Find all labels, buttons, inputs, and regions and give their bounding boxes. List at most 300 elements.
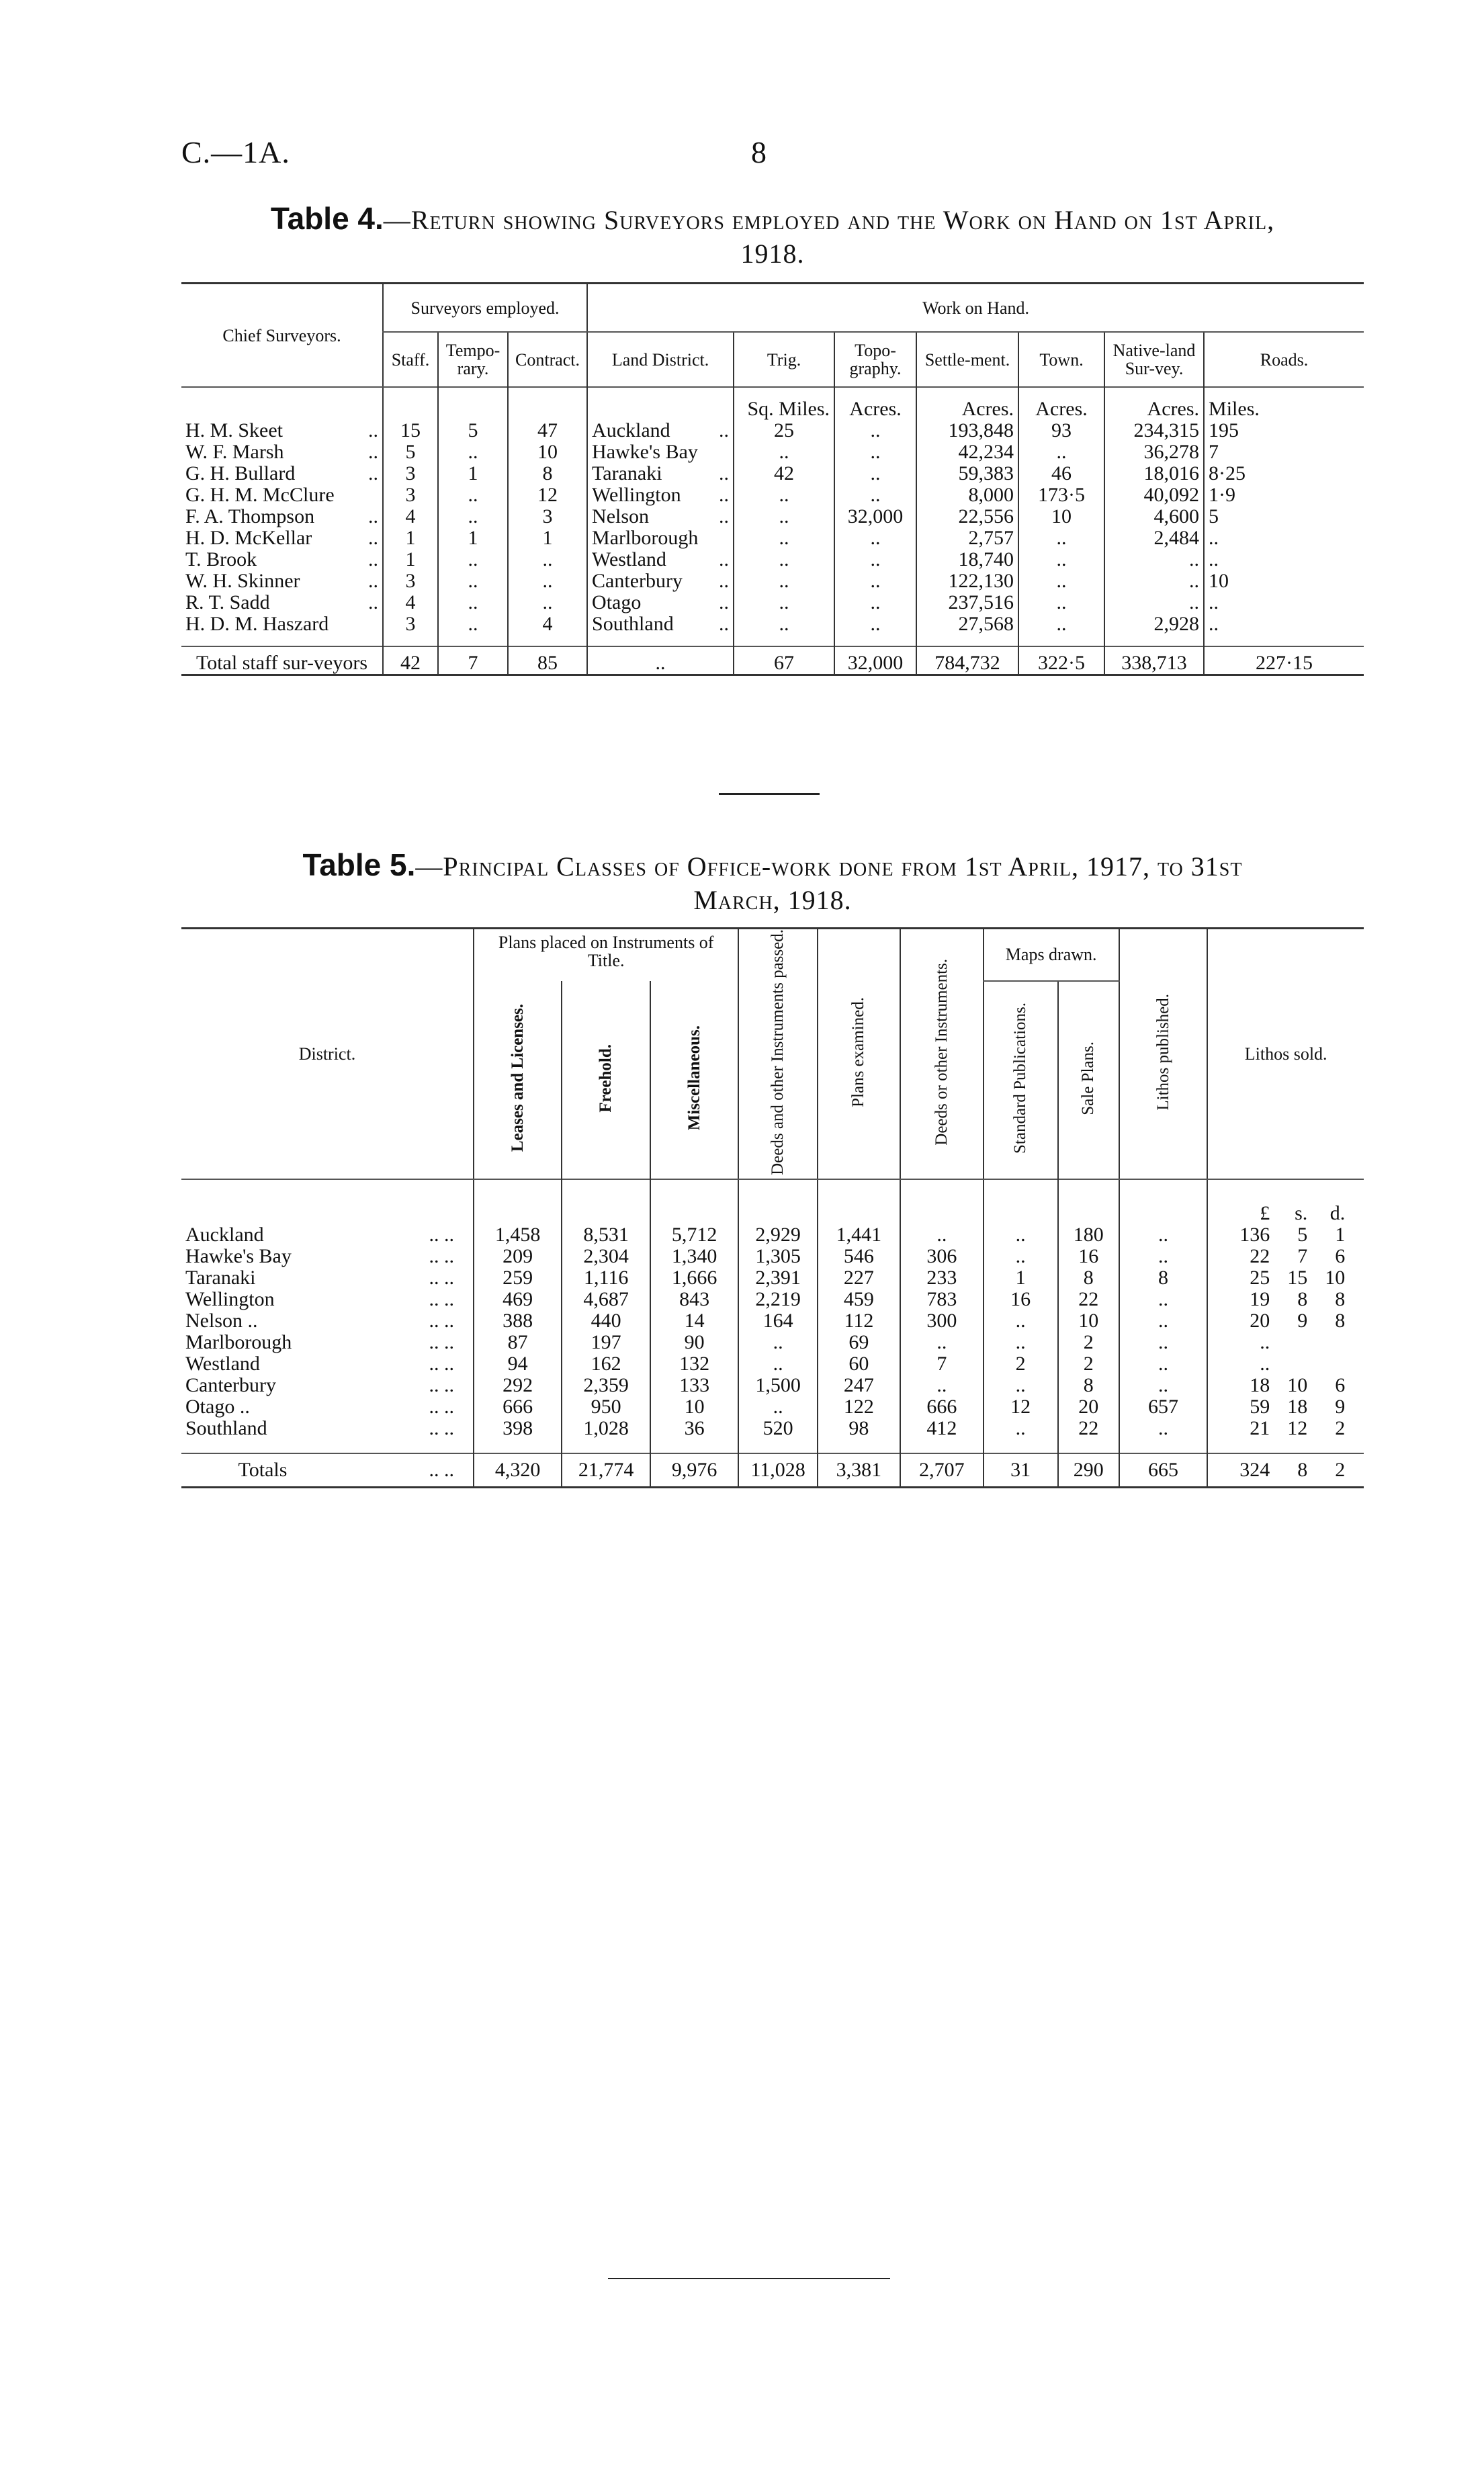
- leader-dots: .. ..: [429, 1396, 454, 1418]
- cell-deeds: ..: [738, 1332, 817, 1353]
- total-freehold: 21,774: [562, 1453, 650, 1488]
- cell-roads: 1·9: [1204, 484, 1364, 506]
- chief-surveyor-name: F. A. Thompson: [185, 506, 315, 527]
- chief-surveyor-name: T. Brook: [185, 549, 257, 570]
- cell-contract: ..: [508, 592, 587, 613]
- cell-plans: 247: [818, 1375, 900, 1396]
- cell-topo: 32,000: [834, 506, 916, 527]
- cell-lithos-pub: ..: [1119, 1418, 1207, 1453]
- chief-surveyor-name: W. F. Marsh: [185, 441, 284, 463]
- leader-dots: ..: [368, 570, 378, 592]
- table5-currency-row: [181, 1179, 1364, 1224]
- land-district-name: Canterbury: [592, 570, 683, 592]
- cell-native: 4,600: [1104, 506, 1204, 527]
- cell-deeds: 2,219: [738, 1289, 817, 1310]
- table4: [181, 282, 1364, 676]
- section-divider: [719, 793, 820, 795]
- leader-dots: ..: [719, 420, 730, 441]
- leader-dots: .. ..: [429, 1374, 454, 1396]
- col-settlement: Settle-ment.: [916, 332, 1018, 387]
- table4-total-row: [181, 646, 1364, 675]
- lithos-sold-pounds: ..: [1260, 1331, 1270, 1353]
- lithos-sold-pounds: 21: [1250, 1417, 1270, 1439]
- cell-contract: 1: [508, 527, 587, 549]
- cell-roads: 8·25: [1204, 463, 1364, 484]
- unit-native: Acres.: [1104, 387, 1204, 420]
- cell-roads: 7: [1204, 441, 1364, 463]
- cell-native: 2,484: [1104, 527, 1204, 549]
- land-district-cell: [587, 463, 734, 484]
- land-district-name: Auckland: [592, 420, 670, 441]
- total-contract: 85: [508, 646, 587, 675]
- lithos-sold-pence: 8: [1335, 1310, 1346, 1332]
- land-district-cell: [587, 484, 734, 506]
- cell-misc: 1,666: [650, 1267, 739, 1289]
- table5-row: [181, 1310, 1364, 1332]
- district-cell: [181, 1332, 474, 1353]
- chief-surveyor-cell: [181, 527, 383, 549]
- col-native-land-survey: Native-land Sur-vey.: [1104, 332, 1204, 387]
- land-district-cell: [587, 441, 734, 463]
- leader-dots: ..: [368, 549, 378, 570]
- total-deeds-passed: 11,028: [738, 1453, 817, 1488]
- col-lithos-published: Lithos published.: [1119, 929, 1207, 1179]
- cell-staff: 1: [383, 527, 438, 549]
- district-name: Taranaki: [185, 1267, 256, 1289]
- land-district-name: Otago: [592, 592, 642, 613]
- cell-leases: 388: [474, 1310, 562, 1332]
- cell-freehold: 2,304: [562, 1246, 650, 1267]
- cell-topo: ..: [834, 441, 916, 463]
- total-roads: 227·15: [1204, 646, 1364, 675]
- district-name: Southland: [185, 1417, 267, 1439]
- cell-roads: ..: [1204, 613, 1364, 646]
- cell-deeds: 1,500: [738, 1375, 817, 1396]
- land-district-cell: [587, 527, 734, 549]
- cell-staff: 15: [383, 420, 438, 441]
- land-district-cell: [587, 549, 734, 570]
- lithos-sold-pounds: 18: [1250, 1374, 1270, 1396]
- cell-town: 10: [1018, 506, 1104, 527]
- table5-total-row: [181, 1453, 1364, 1488]
- lithos-sold-shillings: 15: [1287, 1267, 1308, 1289]
- total-label: Total staff sur-veyors: [195, 652, 367, 674]
- leader-dots: .. ..: [429, 1267, 454, 1289]
- cell-trig: ..: [734, 592, 834, 613]
- cell-deeds: 2,929: [738, 1224, 817, 1246]
- district-cell: [181, 1375, 474, 1396]
- cell-deeds-other: ..: [900, 1332, 983, 1353]
- lithos-sold-cell: [1207, 1375, 1364, 1396]
- cell-staff: 4: [383, 592, 438, 613]
- cell-standard: 16: [984, 1289, 1058, 1310]
- table5-row: [181, 1332, 1364, 1353]
- district-name: Canterbury: [185, 1374, 276, 1396]
- lithos-sold-shillings: 18: [1287, 1396, 1308, 1418]
- cell-roads: ..: [1204, 527, 1364, 549]
- cell-contract: 47: [508, 420, 587, 441]
- cell-roads: 5: [1204, 506, 1364, 527]
- leader-dots: ..: [368, 506, 378, 527]
- land-district-name: Marlborough: [592, 527, 699, 549]
- cell-freehold: 1,116: [562, 1267, 650, 1289]
- lithos-sold-shillings: 9: [1297, 1310, 1308, 1332]
- cell-standard: 1: [984, 1267, 1058, 1289]
- leader-dots: ..: [368, 420, 378, 441]
- cell-freehold: 162: [562, 1353, 650, 1375]
- currency-pence: d.: [1329, 1201, 1346, 1224]
- cell-lithos-pub: ..: [1119, 1353, 1207, 1375]
- cell-lithos-pub: ..: [1119, 1332, 1207, 1353]
- land-district-name: Nelson: [592, 506, 650, 527]
- cell-trig: ..: [734, 549, 834, 570]
- cell-freehold: 4,687: [562, 1289, 650, 1310]
- cell-freehold: 197: [562, 1332, 650, 1353]
- leader-dots: ..: [719, 463, 730, 484]
- cell-native: 36,278: [1104, 441, 1204, 463]
- district-cell: [181, 1353, 474, 1375]
- cell-leases: 292: [474, 1375, 562, 1396]
- unit-trig: Sq. Miles.: [734, 387, 834, 420]
- cell-leases: 209: [474, 1246, 562, 1267]
- cell-deeds-other: 7: [900, 1353, 983, 1375]
- total-pence: 2: [1335, 1458, 1346, 1481]
- table5-row: [181, 1353, 1364, 1375]
- total-town: 322·5: [1018, 646, 1104, 675]
- cell-staff: 3: [383, 463, 438, 484]
- cell-temp: ..: [438, 592, 508, 613]
- total-pounds: 324: [1239, 1458, 1270, 1481]
- cell-temp: ..: [438, 549, 508, 570]
- chief-surveyor-cell: [181, 570, 383, 592]
- cell-deeds: ..: [738, 1396, 817, 1418]
- cell-native: ..: [1104, 570, 1204, 592]
- land-district-cell: [587, 613, 734, 646]
- cell-trig: ..: [734, 441, 834, 463]
- col-roads: Roads.: [1204, 332, 1364, 387]
- cell-trig: ..: [734, 506, 834, 527]
- cell-town: ..: [1018, 441, 1104, 463]
- chief-surveyor-cell: [181, 613, 383, 646]
- lithos-sold-shillings: 8: [1297, 1288, 1308, 1310]
- lithos-sold-pence: 9: [1335, 1396, 1346, 1418]
- leader-dots: .. ..: [429, 1353, 454, 1375]
- chief-surveyor-cell: [181, 506, 383, 527]
- lithos-sold-pounds: 25: [1250, 1267, 1270, 1289]
- col-standard-publications: Standard Publications.: [984, 981, 1058, 1179]
- leader-dots: ..: [719, 570, 730, 592]
- cell-staff: 4: [383, 506, 438, 527]
- cell-sale: 22: [1058, 1289, 1119, 1310]
- cell-deeds-other: 666: [900, 1396, 983, 1418]
- chief-surveyor-name: H. D. McKellar: [185, 527, 312, 549]
- table5-row: [181, 1267, 1364, 1289]
- cell-topo: ..: [834, 463, 916, 484]
- cell-trig: 42: [734, 463, 834, 484]
- cell-sale: 8: [1058, 1267, 1119, 1289]
- cell-misc: 14: [650, 1310, 739, 1332]
- table5-row: [181, 1224, 1364, 1246]
- table4-units-row: [181, 387, 1364, 420]
- lithos-sold-cell: [1207, 1396, 1364, 1418]
- cell-town: 46: [1018, 463, 1104, 484]
- unit-town: Acres.: [1018, 387, 1104, 420]
- chief-surveyor-name: H. D. M. Haszard: [185, 613, 329, 635]
- leader-dots: ..: [368, 463, 378, 484]
- cell-lithos-pub: ..: [1119, 1246, 1207, 1267]
- table4-row: [181, 506, 1364, 527]
- cell-sale: 2: [1058, 1353, 1119, 1375]
- district-cell: [181, 1310, 474, 1332]
- total-standard: 31: [984, 1453, 1058, 1488]
- cell-deeds: ..: [738, 1353, 817, 1375]
- col-chief-surveyors: Chief Surveyors.: [181, 284, 383, 388]
- cell-contract: 12: [508, 484, 587, 506]
- table4-row: [181, 463, 1364, 484]
- cell-leases: 398: [474, 1418, 562, 1453]
- cell-misc: 90: [650, 1332, 739, 1353]
- cell-deeds: 1,305: [738, 1246, 817, 1267]
- cell-misc: 1,340: [650, 1246, 739, 1267]
- col-freehold: Freehold.: [562, 981, 650, 1179]
- cell-deeds-other: ..: [900, 1224, 983, 1246]
- table5-row: [181, 1375, 1364, 1396]
- cell-trig: ..: [734, 484, 834, 506]
- page-number: 8: [751, 135, 767, 169]
- group-plans-placed: Plans placed on Instruments of Title.: [474, 929, 738, 981]
- district-cell: [181, 1396, 474, 1418]
- leader-dots: .. ..: [429, 1331, 454, 1353]
- chief-surveyor-cell: [181, 463, 383, 484]
- leader-dots: ..: [719, 506, 730, 527]
- district-cell: [181, 1418, 474, 1453]
- cell-topo: ..: [834, 420, 916, 441]
- cell-settlement: 2,757: [916, 527, 1018, 549]
- cell-sale: 2: [1058, 1332, 1119, 1353]
- col-lithos-sold: Lithos sold.: [1207, 929, 1364, 1179]
- lithos-sold-pence: 8: [1335, 1288, 1346, 1310]
- totals-cell: [181, 1453, 474, 1488]
- district-cell: [181, 1289, 474, 1310]
- col-miscellaneous: Miscellaneous.: [650, 981, 739, 1179]
- document-reference: C.—1A.: [181, 135, 290, 169]
- table5-row: [181, 1396, 1364, 1418]
- totals-label: Totals: [238, 1458, 288, 1481]
- cell-native: ..: [1104, 592, 1204, 613]
- leader-dots: ..: [368, 441, 378, 463]
- col-contract: Contract.: [508, 332, 587, 387]
- total-staff: 42: [383, 646, 438, 675]
- land-district-name: Taranaki: [592, 463, 662, 484]
- end-rule: [608, 2278, 890, 2279]
- cell-native: ..: [1104, 549, 1204, 570]
- cell-native: 40,092: [1104, 484, 1204, 506]
- lithos-sold-pounds: ..: [1260, 1353, 1270, 1375]
- lithos-sold-pounds: 59: [1250, 1396, 1270, 1418]
- leader-dots: .. ..: [429, 1417, 454, 1439]
- cell-plans: 60: [818, 1353, 900, 1375]
- table4-row: [181, 549, 1364, 570]
- unit-settlement: Acres.: [916, 387, 1018, 420]
- lithos-sold-shillings: 7: [1297, 1245, 1308, 1267]
- cell-town: ..: [1018, 592, 1104, 613]
- table5-title-line2: March, 1918.: [693, 885, 852, 915]
- cell-roads: ..: [1204, 592, 1364, 613]
- table4-row: [181, 420, 1364, 441]
- cell-plans: 112: [818, 1310, 900, 1332]
- cell-town: 173·5: [1018, 484, 1104, 506]
- total-sale: 290: [1058, 1453, 1119, 1488]
- cell-native: 234,315: [1104, 420, 1204, 441]
- chief-surveyor-name: R. T. Sadd: [185, 592, 270, 613]
- cell-standard: ..: [984, 1310, 1058, 1332]
- cell-deeds-other: 306: [900, 1246, 983, 1267]
- cell-sale: 10: [1058, 1310, 1119, 1332]
- total-trig: 67: [734, 646, 834, 675]
- leader-dots: ..: [719, 613, 730, 635]
- cell-freehold: 1,028: [562, 1418, 650, 1453]
- district-cell: [181, 1267, 474, 1289]
- cell-staff: 3: [383, 484, 438, 506]
- cell-deeds-other: 300: [900, 1310, 983, 1332]
- cell-temp: ..: [438, 570, 508, 592]
- district-name: Westland: [185, 1353, 260, 1375]
- chief-surveyor-cell: [181, 441, 383, 463]
- chief-surveyor-name: G. H. Bullard: [185, 463, 296, 484]
- leader-dots: .. ..: [429, 1310, 454, 1332]
- cell-contract: ..: [508, 570, 587, 592]
- cell-standard: 12: [984, 1396, 1058, 1418]
- cell-lithos-pub: ..: [1119, 1289, 1207, 1310]
- district-name: Marlborough: [185, 1331, 292, 1353]
- total-deeds-other: 2,707: [900, 1453, 983, 1488]
- cell-standard: ..: [984, 1246, 1058, 1267]
- chief-surveyor-name: G. H. M. McClure: [185, 484, 335, 506]
- total-plans-examined: 3,381: [818, 1453, 900, 1488]
- chief-surveyor-name: H. M. Skeet: [185, 420, 283, 441]
- lithos-sold-pence: 10: [1325, 1267, 1346, 1289]
- cell-topo: ..: [834, 613, 916, 646]
- district-name: Hawke's Bay: [185, 1245, 292, 1267]
- cell-contract: 8: [508, 463, 587, 484]
- cell-town: ..: [1018, 527, 1104, 549]
- lithos-sold-cell: [1207, 1310, 1364, 1332]
- cell-contract: ..: [508, 549, 587, 570]
- cell-standard: ..: [984, 1418, 1058, 1453]
- total-shillings: 8: [1297, 1458, 1308, 1481]
- lithos-sold-cell: [1207, 1224, 1364, 1246]
- district-cell: [181, 1246, 474, 1267]
- cell-staff: 3: [383, 570, 438, 592]
- table4-title-line1: —Return showing Surveyors employed and the Work on Hand on 1st April,: [383, 205, 1275, 235]
- leader-dots: ..: [719, 592, 730, 613]
- col-temporary: Tempo-rary.: [438, 332, 508, 387]
- total-settlement: 784,732: [916, 646, 1018, 675]
- col-topography: Topo-graphy.: [834, 332, 916, 387]
- total-lithos-published: 665: [1119, 1453, 1207, 1488]
- col-trig: Trig.: [734, 332, 834, 387]
- cell-standard: ..: [984, 1224, 1058, 1246]
- total-leases: 4,320: [474, 1453, 562, 1488]
- cell-temp: 1: [438, 527, 508, 549]
- lithos-sold-pounds: 22: [1250, 1245, 1270, 1267]
- land-district-cell: [587, 506, 734, 527]
- table4-row: [181, 484, 1364, 506]
- cell-staff: 5: [383, 441, 438, 463]
- cell-settlement: 59,383: [916, 463, 1018, 484]
- cell-settlement: 27,568: [916, 613, 1018, 646]
- cell-deeds: 2,391: [738, 1267, 817, 1289]
- cell-topo: ..: [834, 592, 916, 613]
- cell-lithos-pub: 657: [1119, 1396, 1207, 1418]
- table5-title-line1: —Principal Classes of Office-work done from 1st April, 1917, to 31st: [415, 851, 1243, 882]
- land-district-name: Hawke's Bay: [592, 441, 698, 463]
- cell-sale: 180: [1058, 1224, 1119, 1246]
- district-cell: [181, 1224, 474, 1246]
- cell-leases: 1,458: [474, 1224, 562, 1246]
- leader-dots: ..: [719, 484, 730, 506]
- table4-row: [181, 527, 1364, 549]
- cell-freehold: 950: [562, 1396, 650, 1418]
- lithos-sold-shillings: 12: [1287, 1417, 1308, 1439]
- lithos-sold-pounds: 19: [1250, 1288, 1270, 1310]
- cell-misc: 5,712: [650, 1224, 739, 1246]
- cell-sale: 8: [1058, 1375, 1119, 1396]
- land-district-name: Wellington: [592, 484, 681, 506]
- land-district-cell: [587, 570, 734, 592]
- col-town: Town.: [1018, 332, 1104, 387]
- group-maps-drawn: Maps drawn.: [984, 929, 1119, 981]
- cell-lithos-pub: ..: [1119, 1310, 1207, 1332]
- cell-topo: ..: [834, 570, 916, 592]
- col-plans-examined: Plans examined.: [818, 929, 900, 1179]
- total-lithos-sold: [1207, 1453, 1364, 1488]
- lithos-sold-shillings: 10: [1287, 1374, 1308, 1396]
- cell-trig: 25: [734, 420, 834, 441]
- cell-misc: 843: [650, 1289, 739, 1310]
- cell-sale: 20: [1058, 1396, 1119, 1418]
- total-misc: 9,976: [650, 1453, 739, 1488]
- col-sale-plans: Sale Plans.: [1058, 981, 1119, 1179]
- cell-topo: ..: [834, 549, 916, 570]
- cell-leases: 94: [474, 1353, 562, 1375]
- lithos-sold-cell: [1207, 1246, 1364, 1267]
- chief-surveyor-cell: [181, 420, 383, 441]
- table4-title: [181, 202, 1364, 271]
- cell-standard: ..: [984, 1375, 1058, 1396]
- table4-row: [181, 613, 1364, 646]
- cell-staff: 3: [383, 613, 438, 646]
- chief-surveyor-cell: [181, 592, 383, 613]
- table5: [181, 927, 1364, 1488]
- table4-title-line2: 1918.: [740, 239, 805, 269]
- leader-dots: .. ..: [429, 1245, 454, 1267]
- cell-contract: 3: [508, 506, 587, 527]
- cell-contract: 4: [508, 613, 587, 646]
- cell-plans: 1,441: [818, 1224, 900, 1246]
- cell-leases: 87: [474, 1332, 562, 1353]
- land-district-cell: [587, 420, 734, 441]
- currency-pounds: £: [1260, 1201, 1270, 1224]
- cell-standard: 2: [984, 1353, 1058, 1375]
- col-staff: Staff.: [383, 332, 438, 387]
- lithos-sold-pounds: 136: [1239, 1224, 1270, 1246]
- currency-shillings: s.: [1295, 1201, 1308, 1224]
- col-land-district: Land District.: [587, 332, 734, 387]
- cell-town: 93: [1018, 420, 1104, 441]
- cell-plans: 227: [818, 1267, 900, 1289]
- land-district-name: Southland: [592, 613, 674, 635]
